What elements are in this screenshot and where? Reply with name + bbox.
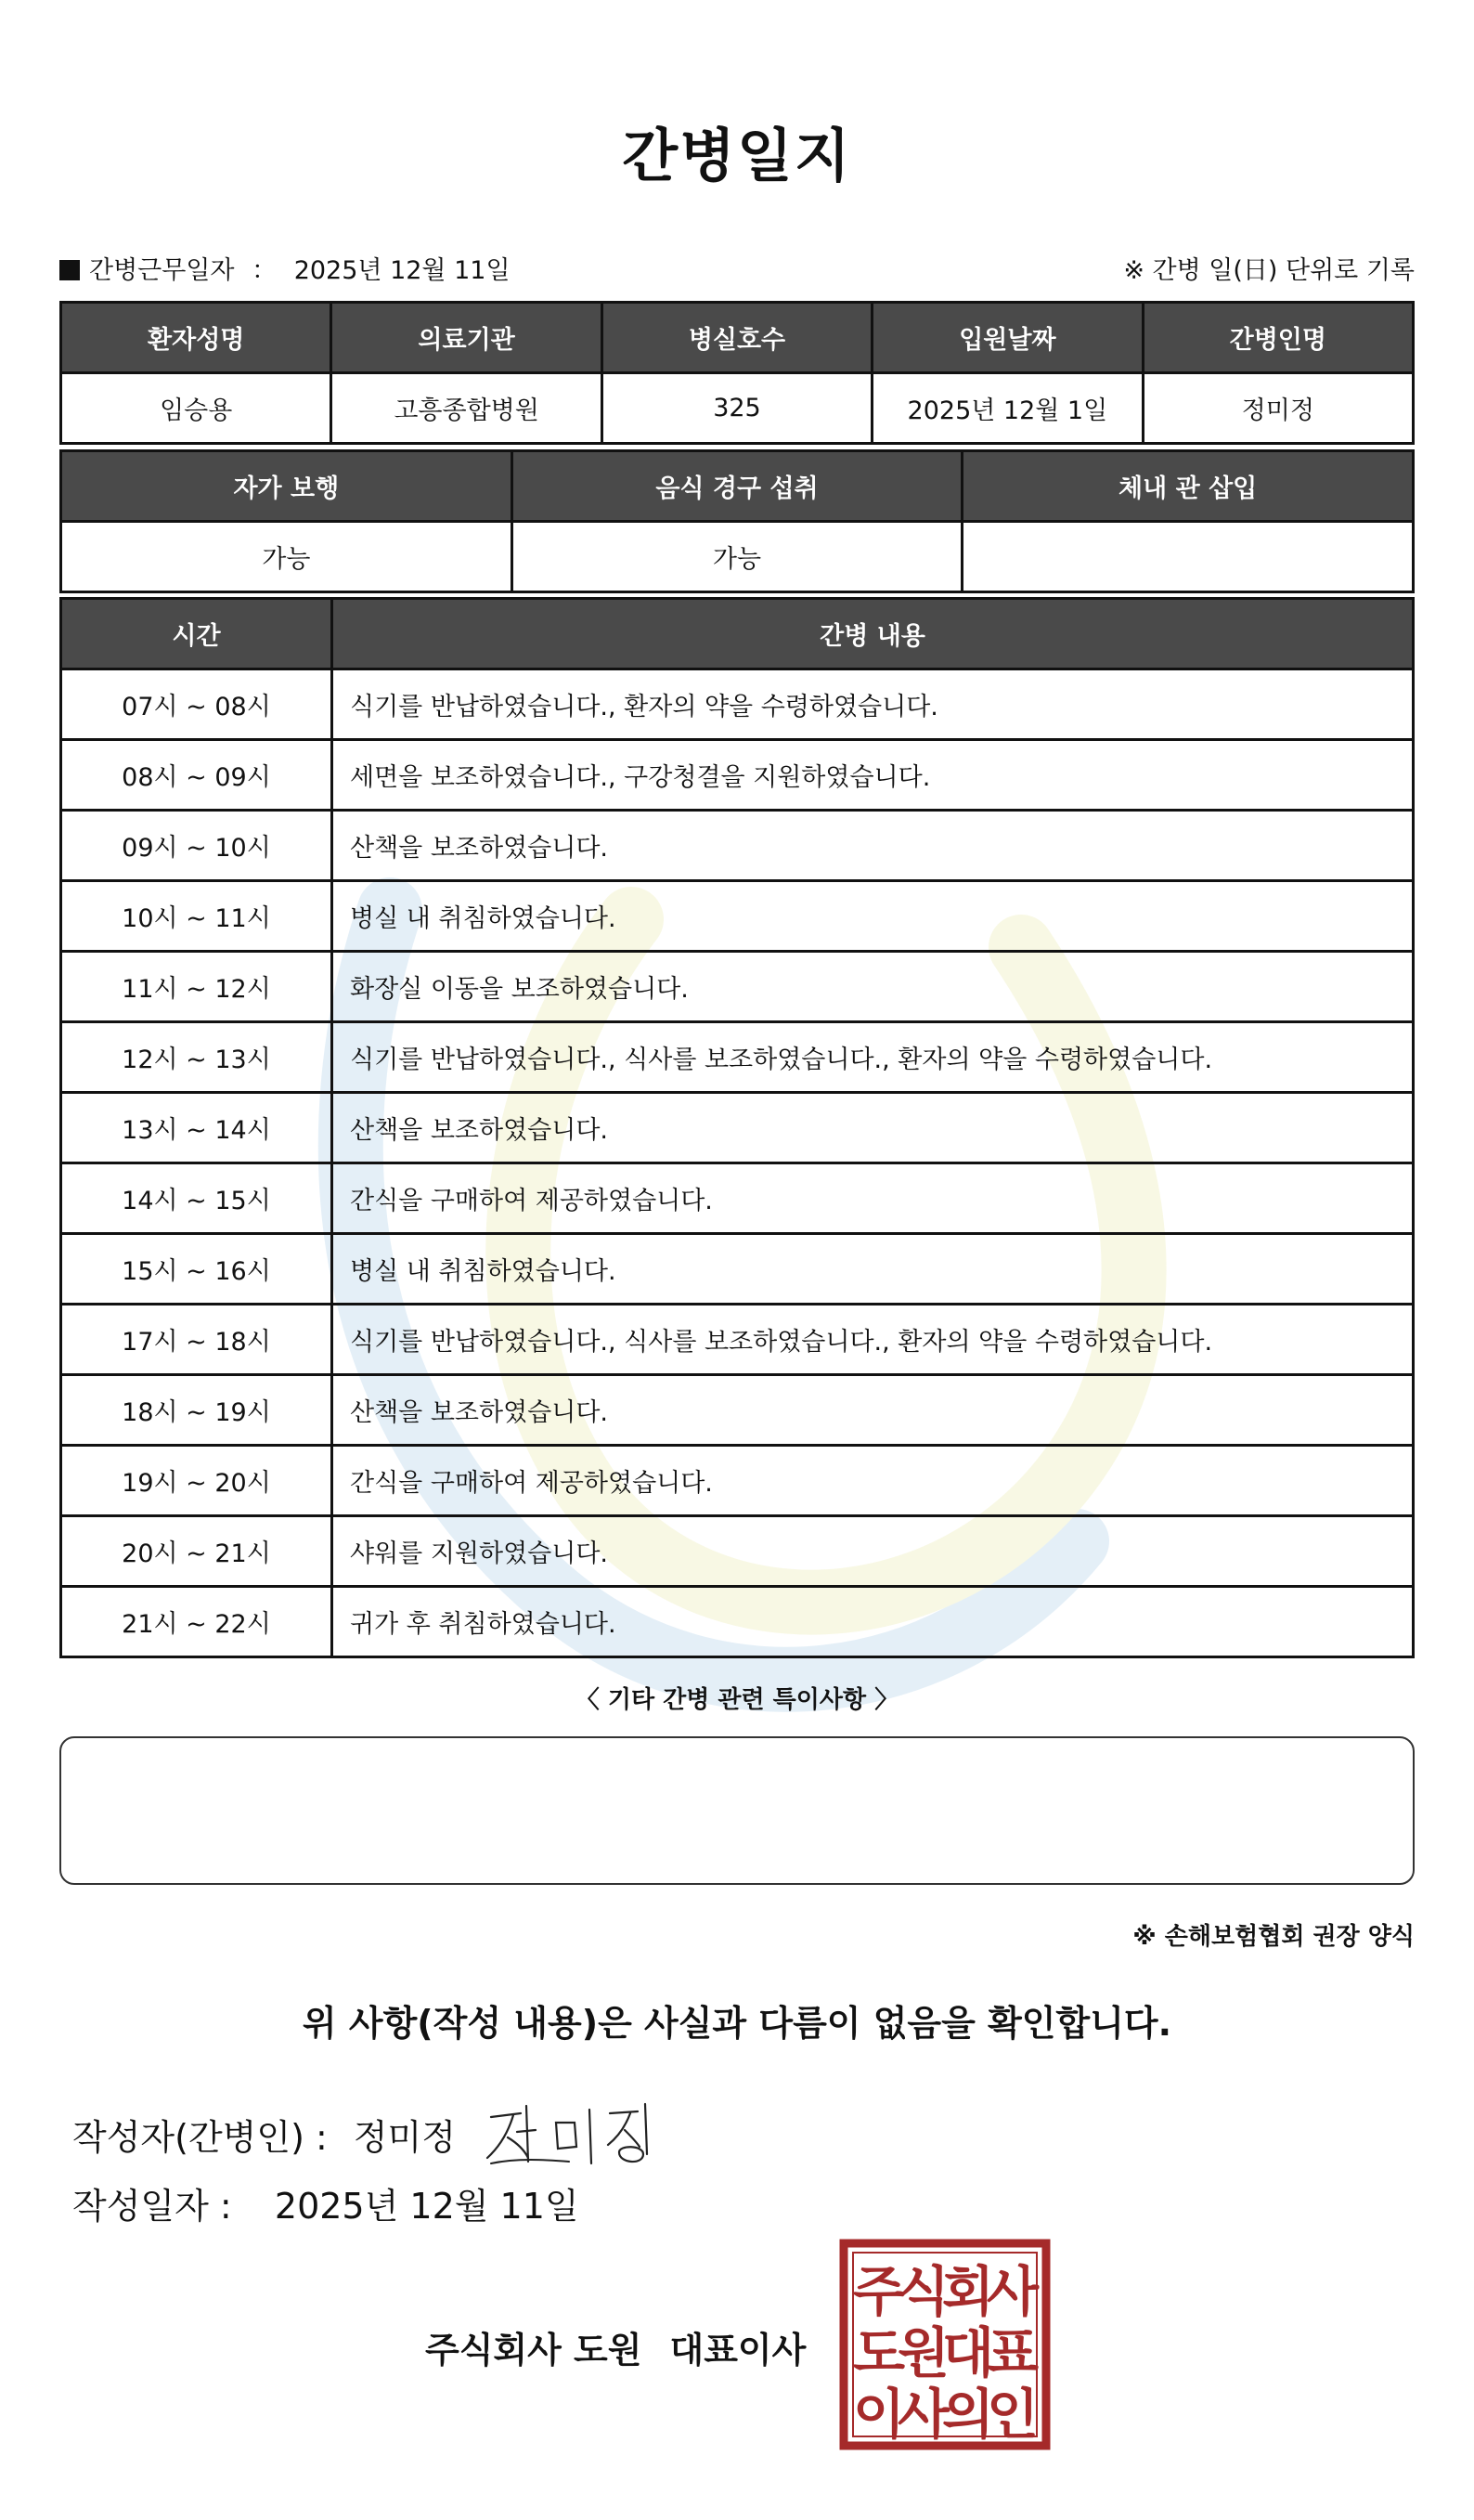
value-hospital: 고흥종합병원	[331, 373, 601, 444]
time-cell: 14시 ~ 15시	[61, 1163, 332, 1234]
written-date-label: 작성일자 :	[72, 2186, 232, 2227]
svg-text:대: 대	[941, 2321, 995, 2384]
time-cell: 08시 ~ 09시	[61, 740, 332, 811]
value-room-number: 325	[601, 373, 872, 444]
content-cell: 화장실 이동을 보조하였습니다.	[332, 952, 1414, 1022]
content-cell: 병실 내 취침하였습니다.	[332, 881, 1414, 952]
recommend-note: ※ 손해보험협회 권장 양식	[1132, 1923, 1415, 1951]
notes-box	[59, 1736, 1415, 1885]
patient-info-header-row	[61, 303, 1414, 373]
time-cell: 10시 ~ 11시	[61, 881, 332, 952]
writer-name: 정미정	[353, 2116, 456, 2158]
table-row	[61, 1375, 1414, 1446]
time-cell: 11시 ~ 12시	[61, 952, 332, 1022]
table-row	[61, 740, 1414, 811]
content-cell: 산책을 보조하였습니다.	[332, 1093, 1414, 1163]
meta-row	[59, 249, 1415, 286]
header-admission-date: 입원날짜	[873, 303, 1143, 373]
care-log-header-row	[61, 599, 1414, 669]
content-cell: 간식을 구매하여 제공하였습니다.	[332, 1446, 1414, 1516]
care-log-table	[59, 597, 1415, 1658]
confirm-statement: 위 사항(작성 내용)은 사실과 다름이 없음을 확인합니다.	[302, 2003, 1172, 2044]
table-row	[61, 1022, 1414, 1093]
content-cell: 간식을 구매하여 제공하였습니다.	[332, 1163, 1414, 1234]
svg-text:원: 원	[897, 2321, 950, 2384]
svg-text:인: 인	[986, 2383, 1040, 2446]
company-signoff	[425, 2321, 806, 2372]
svg-text:표: 표	[986, 2321, 1040, 2384]
header-tube-insertion: 체내 관 삽입	[963, 451, 1414, 522]
svg-text:주: 주	[852, 2260, 906, 2323]
header-oral-intake: 음식 경구 섭취	[511, 451, 963, 522]
table-row	[61, 669, 1414, 740]
writer-line	[72, 2097, 656, 2171]
written-date-line	[72, 2177, 579, 2228]
value-tube-insertion	[963, 522, 1414, 592]
header-caregiver-name: 간병인명	[1143, 303, 1413, 373]
header-time: 시간	[61, 599, 332, 669]
svg-text:식: 식	[897, 2260, 950, 2323]
content-cell: 세면을 보조하였습니다., 구강청결을 지원하였습니다.	[332, 740, 1414, 811]
time-cell: 09시 ~ 10시	[61, 811, 332, 881]
header-self-walking: 자가 보행	[61, 451, 512, 522]
content-cell: 식기를 반납하였습니다., 환자의 약을 수령하였습니다.	[332, 669, 1414, 740]
unit-note: ※ 간병 일(日) 단위로 기록	[1123, 255, 1415, 285]
header-patient-name: 환자성명	[61, 303, 331, 373]
value-caregiver-name: 정미정	[1143, 373, 1413, 444]
header-hospital: 의료기관	[331, 303, 601, 373]
time-cell: 20시 ~ 21시	[61, 1516, 332, 1587]
header-care-content: 간병 내용	[332, 599, 1414, 669]
time-cell: 18시 ~ 19시	[61, 1375, 332, 1446]
handwritten-signature	[480, 2097, 656, 2171]
svg-text:의: 의	[941, 2383, 995, 2446]
content-cell: 샤워를 지원하였습니다.	[332, 1516, 1414, 1587]
value-self-walking: 가능	[61, 522, 512, 592]
content-cell: 병실 내 취침하였습니다.	[332, 1234, 1414, 1305]
work-date-value: 2025년 12월 11일	[293, 255, 511, 285]
table-row	[61, 952, 1414, 1022]
value-oral-intake: 가능	[511, 522, 963, 592]
table-row	[61, 1305, 1414, 1375]
table-row	[61, 1516, 1414, 1587]
work-date-label: 간병근무일자	[89, 255, 235, 285]
time-cell: 15시 ~ 16시	[61, 1234, 332, 1305]
patient-info-table	[59, 301, 1415, 445]
table-row	[61, 881, 1414, 952]
time-cell: 17시 ~ 18시	[61, 1305, 332, 1375]
patient-condition-table	[59, 449, 1415, 593]
svg-text:사: 사	[986, 2260, 1040, 2323]
time-cell: 21시 ~ 22시	[61, 1587, 332, 1657]
patient-condition-value-row	[61, 522, 1414, 592]
company-seal-stamp	[838, 2238, 1052, 2451]
work-date	[59, 250, 511, 286]
svg-text:이: 이	[852, 2383, 906, 2446]
content-cell: 귀가 후 취침하였습니다.	[332, 1587, 1414, 1657]
table-row	[61, 1163, 1414, 1234]
time-cell: 13시 ~ 14시	[61, 1093, 332, 1163]
content-cell: 산책을 보조하였습니다.	[332, 1375, 1414, 1446]
value-patient-name: 임승용	[61, 373, 331, 444]
representative-title: 대표이사	[669, 2330, 807, 2371]
written-date-value: 2025년 12월 11일	[274, 2186, 579, 2227]
patient-info-value-row	[61, 373, 1414, 444]
content-cell: 식기를 반납하였습니다., 식사를 보조하였습니다., 환자의 약을 수령하였습니다.	[332, 1022, 1414, 1093]
company-name: 주식회사 도원	[425, 2330, 642, 2371]
svg-text:도: 도	[852, 2321, 906, 2384]
writer-label: 작성자(간병인) :	[72, 2116, 328, 2158]
content-cell: 식기를 반납하였습니다., 식사를 보조하였습니다., 환자의 약을 수령하였습니다.	[332, 1305, 1414, 1375]
bullet-square-icon	[59, 260, 80, 280]
content-cell: 산책을 보조하였습니다.	[332, 811, 1414, 881]
patient-condition-header-row	[61, 451, 1414, 522]
time-cell: 12시 ~ 13시	[61, 1022, 332, 1093]
table-row	[61, 1093, 1414, 1163]
table-row	[61, 1234, 1414, 1305]
value-admission-date: 2025년 12월 1일	[873, 373, 1143, 444]
time-cell: 19시 ~ 20시	[61, 1446, 332, 1516]
notes-title: 〈 기타 간병 관련 특이사항 〉	[575, 1686, 899, 1714]
svg-text:회: 회	[941, 2260, 995, 2323]
time-cell: 07시 ~ 08시	[61, 669, 332, 740]
work-date-separator: ：	[252, 255, 278, 285]
svg-text:사: 사	[897, 2383, 950, 2446]
table-row	[61, 1446, 1414, 1516]
table-row	[61, 1587, 1414, 1657]
page-title: 간병일지	[622, 122, 852, 189]
table-row	[61, 811, 1414, 881]
header-room-number: 병실호수	[601, 303, 872, 373]
